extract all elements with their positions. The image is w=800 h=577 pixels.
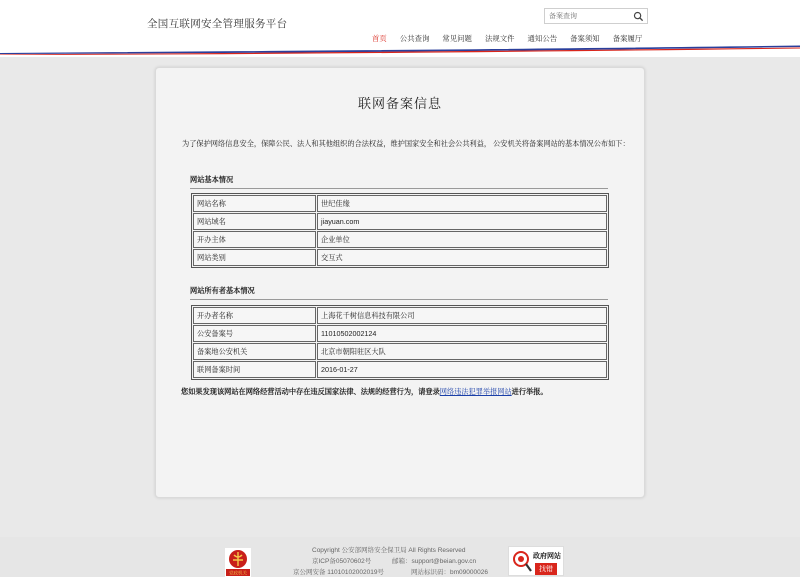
- footer-icp[interactable]: 京ICP备05070602号: [312, 558, 372, 565]
- search-icon[interactable]: [633, 11, 644, 22]
- report-suffix: 进行举报。: [511, 387, 548, 396]
- header-stripe: [0, 45, 800, 55]
- site-title[interactable]: 全国互联网安全管理服务平台: [147, 18, 288, 30]
- nav-notices[interactable]: 通知公告: [527, 34, 558, 43]
- table-row: [193, 307, 607, 324]
- search-box: [544, 8, 648, 24]
- table-value: jiayuan.com: [317, 213, 607, 230]
- footer-email: 邮箱：support@beian.gov.cn: [392, 558, 477, 565]
- table-value: 北京市朝阳驻区大队: [317, 343, 607, 360]
- table-row: [193, 249, 607, 266]
- table-key: 网站类别: [193, 249, 316, 266]
- site-info-table: [191, 193, 609, 268]
- left-badge-text: 党政机关: [229, 571, 247, 577]
- main-nav: [372, 33, 655, 44]
- nav-regulations[interactable]: 法规文件: [484, 34, 515, 43]
- table-value: 11010502002124: [317, 325, 607, 342]
- right-badge-title: 政府网站: [533, 553, 561, 560]
- table-row: [193, 231, 607, 248]
- nav-filing-hall[interactable]: 备案履厅: [612, 34, 643, 43]
- government-site-error-badge[interactable]: [508, 546, 564, 576]
- page-title: 联网备案信息: [357, 96, 442, 111]
- record-card: [155, 67, 645, 498]
- table-key: 网站域名: [193, 213, 316, 230]
- table-key: 网站名称: [193, 195, 316, 212]
- site-section-title: 网站基本情况: [190, 175, 234, 184]
- nav-home[interactable]: 首页: [372, 34, 387, 43]
- report-notice: [181, 387, 548, 397]
- table-key: 备案地公安机关: [193, 343, 316, 360]
- table-key: 开办主体: [193, 231, 316, 248]
- site-section-divider: [190, 188, 608, 189]
- footer-police-record[interactable]: 京公网安备 11010102002019号: [293, 569, 384, 576]
- owner-section-divider: [190, 299, 608, 300]
- report-link[interactable]: 网络违法犯罪举报网站: [439, 387, 512, 396]
- header: [0, 0, 800, 46]
- right-badge-action: 找错: [535, 563, 557, 575]
- nav-filing-guide[interactable]: 备案须知: [570, 34, 600, 43]
- table-row: [193, 195, 607, 212]
- intro-text: 为了保护网络信息安全，保障公民、法人和其他组织的合法权益，维护国家安全和社会公共利益， 公安机关将备案网站的基本情况公布如下：: [182, 139, 630, 148]
- table-value: 交互式: [317, 249, 607, 266]
- nav-faq[interactable]: 常见问题: [442, 34, 472, 43]
- table-value: 企业单位: [317, 231, 607, 248]
- magnifier-emblem-icon: [512, 550, 532, 572]
- table-key: 开办者名称: [193, 307, 316, 324]
- table-row: [193, 213, 607, 230]
- footer-site-code: 网站标识码：bm09000026: [411, 569, 488, 576]
- table-key: 公安备案号: [193, 325, 316, 342]
- table-key: 联网备案时间: [193, 361, 316, 378]
- table-value: 世纪佳缘: [317, 195, 607, 212]
- search-input[interactable]: [545, 9, 631, 23]
- owner-section-title: 网站所有者基本情况: [190, 286, 255, 295]
- table-row: [193, 361, 607, 378]
- table-row: [193, 343, 607, 360]
- nav-public-query[interactable]: 公共查询: [399, 34, 430, 43]
- party-government-badge[interactable]: [225, 548, 251, 577]
- table-value: 上海花千树信息科技有限公司: [317, 307, 607, 324]
- footer-copyright: Copyright 公安部网络安全保卫局 All Rights Reserved: [312, 547, 466, 554]
- table-value: 2016-01-27: [317, 361, 607, 378]
- report-prefix: 您如果发现该网站在网络经营活动中存在违反国家法律、法规的经营行为，请登录: [181, 387, 440, 396]
- table-row: [193, 325, 607, 342]
- owner-info-table: [191, 305, 609, 380]
